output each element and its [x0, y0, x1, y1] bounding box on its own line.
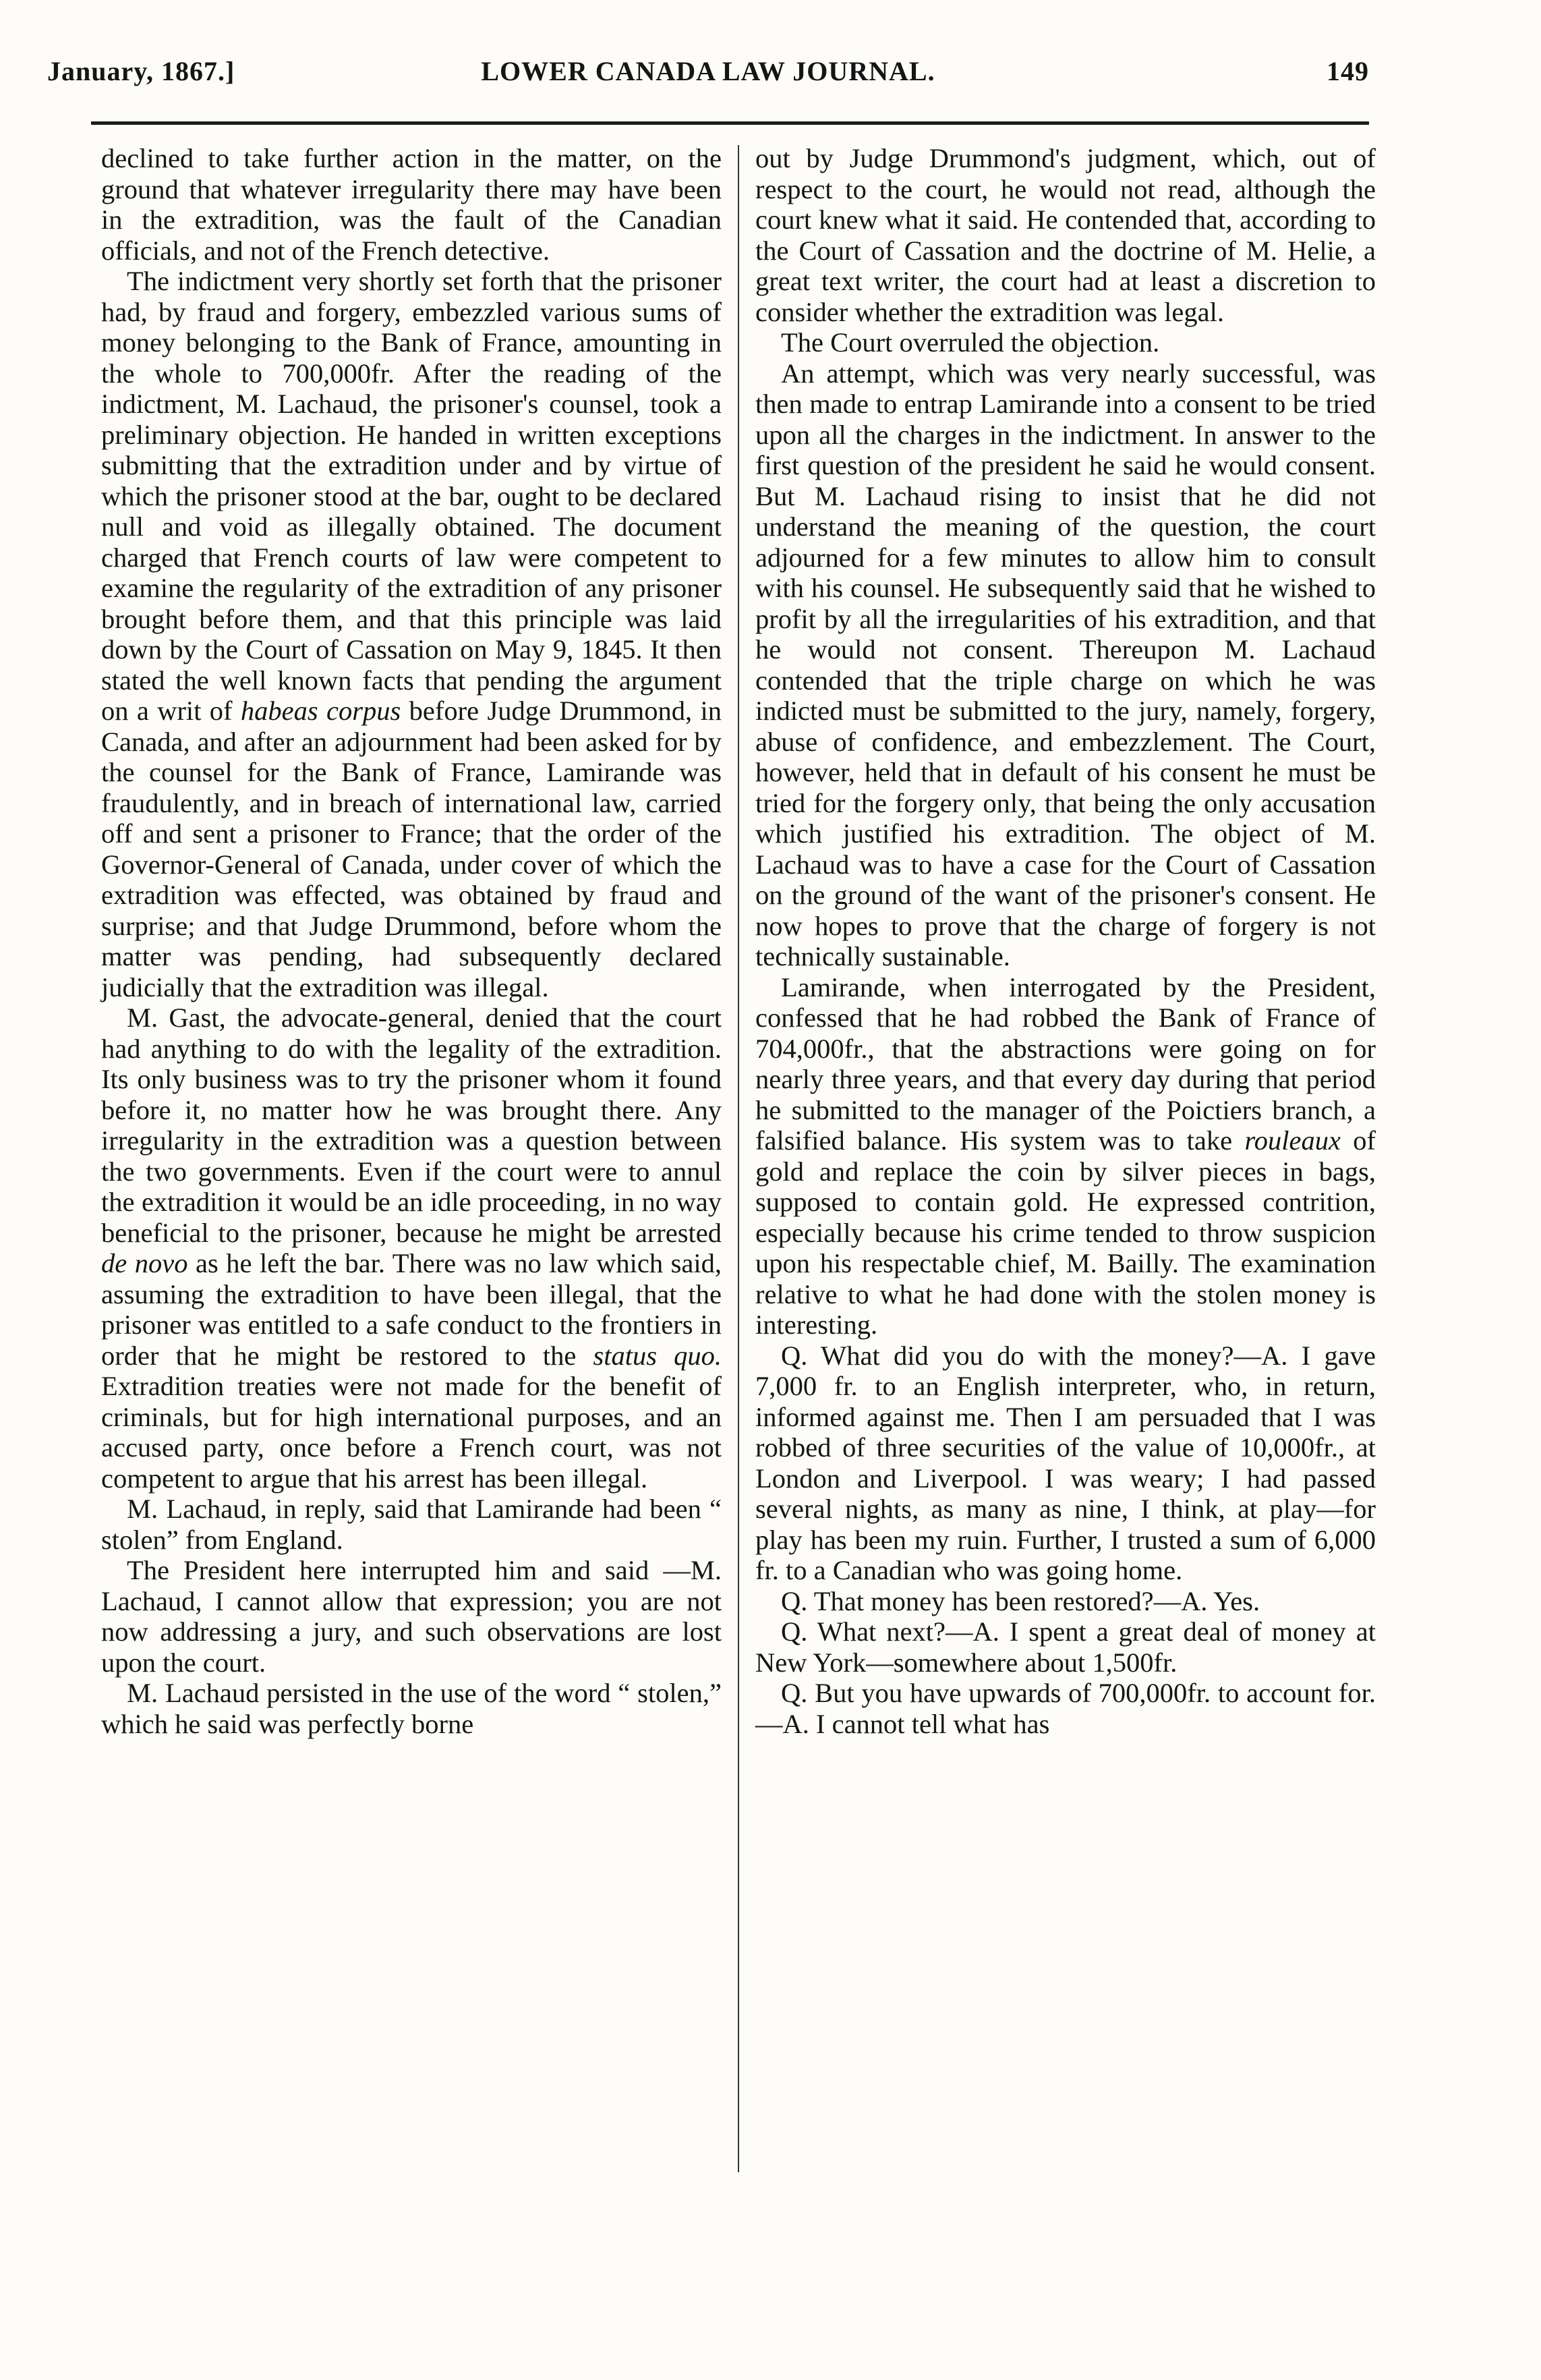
paragraph: An attempt, which was very nearly successful, was then made to entrap Lamirande into a consent to be tried upon all the charges in the indictment. In answer to the first question of the president he said he would consent. But M. Lachaud rising to insist that he did not understand the meaning of the question, the court adjourned for a few minutes to allow him to consult with his counsel. He subsequently said that he wished to profit by all the irregularities of his extradition, and that he would not consent. Thereupon M. Lachaud contended that the triple charge on which he was indicted must be submitted to the jury, namely, forgery, abuse of confidence, and embezzlement. The Court, however, held that in default of his consent he must be tried for the forgery only, that being the only accusation which justified his extradition. The object of M. Lachaud was to have a case for the Court of Cassation on the ground of the want of the prisoner's consent. He now hopes to prove that the charge of forgery is not technically sustainable. [755, 358, 1376, 971]
paragraph: Q. What next?—A. I spent a great deal of money at New York—somewhere about 1,500fr. [755, 1616, 1376, 1678]
paragraph: M. Lachaud, in reply, said that Lamirande had been “ stolen” from England. [101, 1494, 722, 1555]
italic-term: rouleaux [1244, 1125, 1341, 1156]
paragraph: out by Judge Drummond's judgment, which, out of respect to the court, he would not read, although the court knew what it said. He contended that, according to the Court of Cassation and the doctrine of M. Helie, a great text writer, the court had at least a discretion to consider whether the extradition was legal. [755, 143, 1376, 327]
paragraph: The Court overruled the objection. [781, 327, 1160, 358]
italic-term: status quo. [593, 1340, 722, 1371]
paragraph: The President here interrupted him and said —M. Lachaud, I cannot allow that expression; you are not now addressing a jury, and such observations are lost upon the court. [101, 1555, 722, 1678]
right-column [755, 143, 1376, 1739]
paragraph: The indictment very shortly set forth that the prisoner had, by fraud and forgery, embezzled various sums of money belonging to the Bank of France, amounting in the whole to 700,000fr. After the reading of the indictment, M. Lachaud, the prisoner's counsel, took a preliminary objection. He handed in written exceptions submitting that the extradition under and by virtue of which the prisoner stood at the bar, ought to be declared null and void as illegally obtained. The document charged that French courts of law were competent to examine the regularity of the extradition of any prisoner brought before them, and that this principle was laid down by the Court of Cassation on May 9, 1845. It then stated the well known facts that pending the argument on a writ of habeas corpus before Judge Drummond, in Canada, and after an adjournment had been asked for by the counsel for the Bank of France, Lamirande was fraudulently, and in breach of international law, carried off and sent a prisoner to France; that the order of the Governor-General of Canada, under cover of which the extradition was effected, was obtained by fraud and surprise; and that Judge Drummond, before whom the matter was pending, had subsequently declared judicially that the extradition was illegal. [101, 266, 722, 1002]
italic-term: de novo [101, 1248, 188, 1278]
running-header [47, 55, 1369, 96]
italic-term: habeas corpus [240, 696, 401, 726]
left-column [101, 143, 722, 1739]
header-date: January, 1867.] [47, 56, 235, 86]
paragraph: declined to take further action in the matter, on the ground that whatever irregularity there may have been in the extradition, was the fault of the Canadian officials, and not of the French detective. [101, 143, 722, 266]
paragraph: M. Lachaud persisted in the use of the word “ stolen,” which he said was perfectly borne [101, 1678, 722, 1739]
paragraph: M. Gast, the advocate-general, denied that the court had anything to do with the legality of the extradition. Its only business was to try the prisoner whom it found before it, no matter how he was brought there. Any irregularity in the extradition was a question between the two governments. Even if the court were to annul the extradition it would be an idle proceeding, in no way beneficial to the prisoner, because he might be arrested de novo as he left the bar. There was no law which said, assuming the extradition to have been illegal, that the prisoner was entitled to a safe conduct to the frontiers in order that he might be restored to the status quo. Extradition treaties were not made for the benefit of criminals, but for high international purposes, and an accused party, once before a French court, was not competent to argue that his arrest has been illegal. [101, 1002, 722, 1494]
page-number: 149 [1327, 56, 1369, 86]
paragraph: Q. But you have upwards of 700,000fr. to account for.—A. I cannot tell what has [755, 1678, 1376, 1739]
journal-title: LOWER CANADA LAW JOURNAL. [481, 56, 935, 86]
column-divider [738, 145, 739, 2172]
header-rule [91, 121, 1369, 125]
paragraph: Q. What did you do with the money?—A. I gave 7,000 fr. to an English interpreter, who, in return, informed against me. Then I am persuaded that I was robbed of three securities of the value of 10,000fr., at London and Liverpool. I was weary; I had passed several nights, as many as nine, I think, at play—for play has been my ruin. Further, I trusted a sum of 6,000 fr. to a Canadian who was going home. [755, 1340, 1376, 1585]
paragraph: Q. That money has been restored?—A. Yes. [781, 1585, 1260, 1616]
paragraph: Lamirande, when interrogated by the President, confessed that he had robbed the Bank of France of 704,000fr., that the abstractions were going on for nearly three years, and that every day during that period he submitted to the manager of the Poictiers branch, a falsified balance. His system was to take rouleaux of gold and replace the coin by silver pieces in bags, supposed to contain gold. He expressed contrition, especially because his crime tended to throw suspicion upon his respectable chief, M. Bailly. The examination relative to what he had done with the stolen money is interesting. [755, 971, 1376, 1340]
